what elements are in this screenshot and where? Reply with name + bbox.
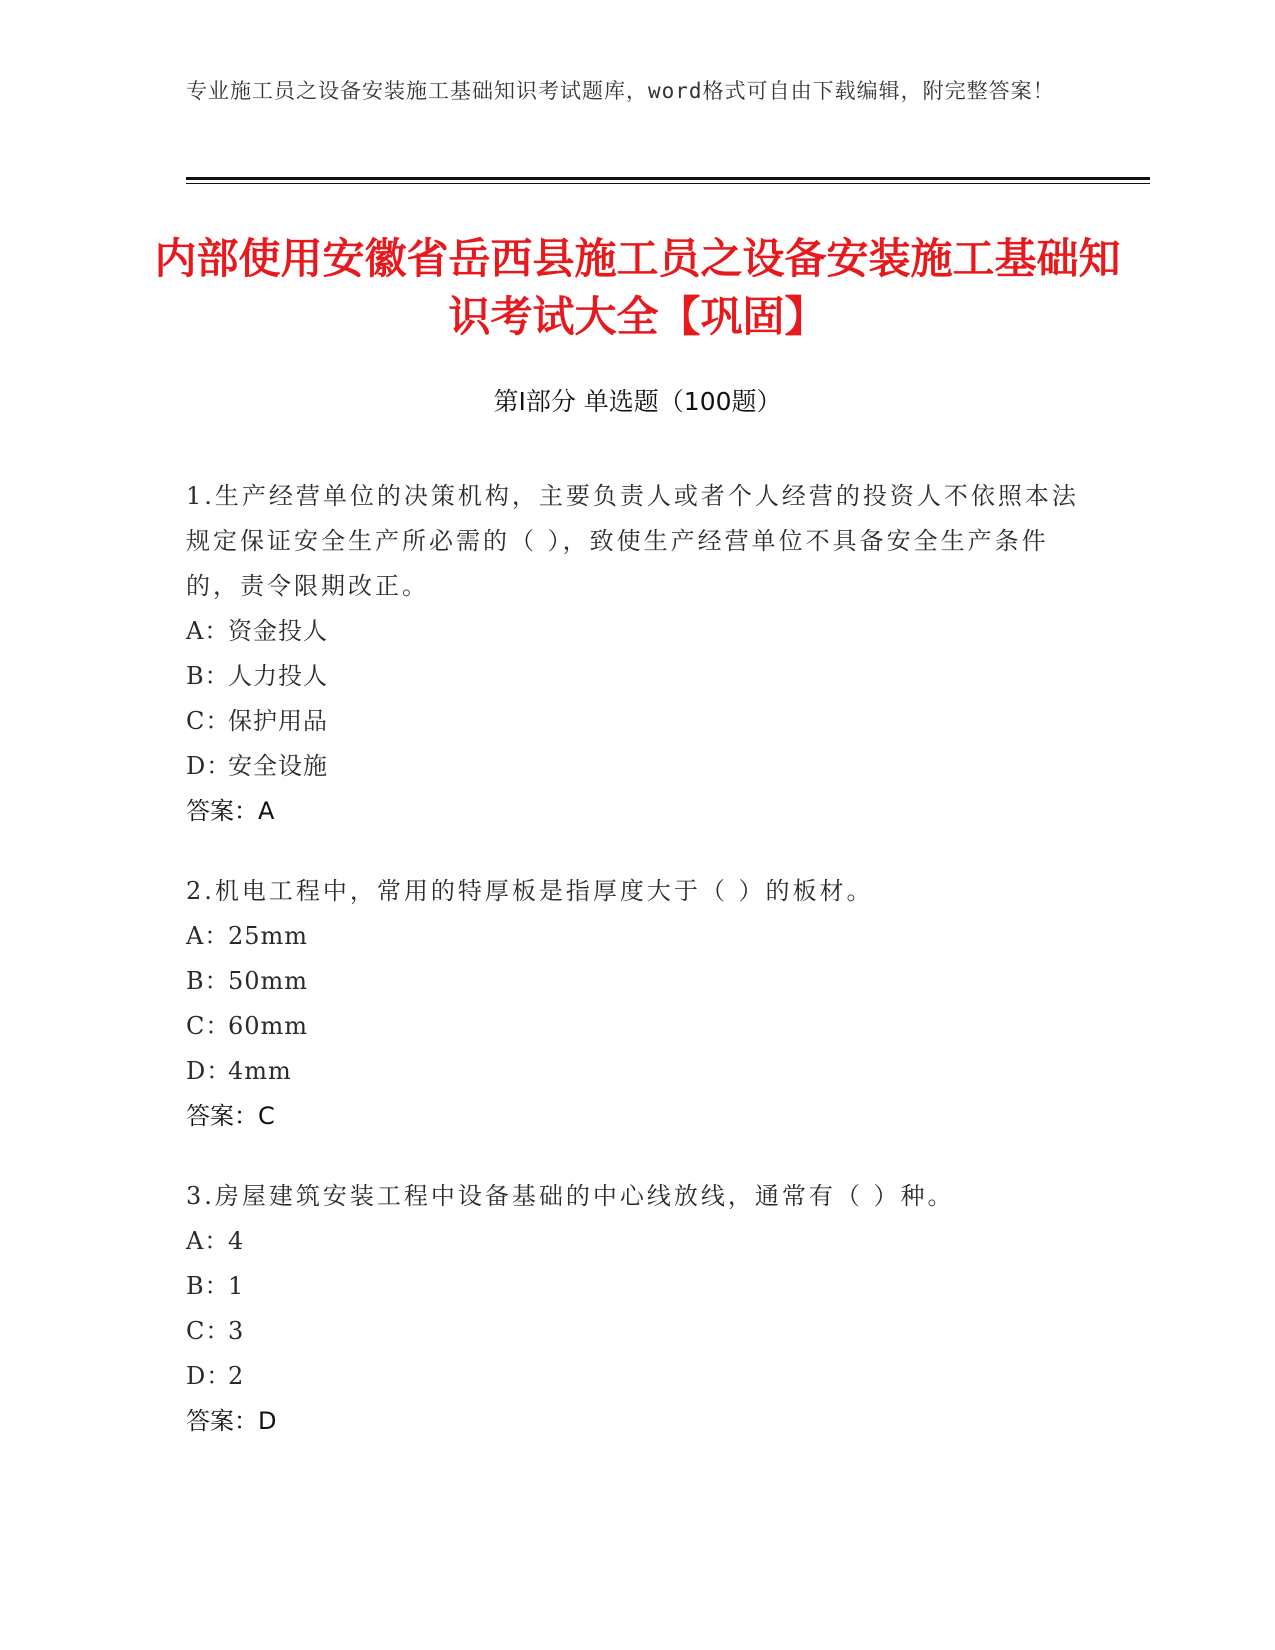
section-heading: 第Ⅰ部分 单选题（100题） bbox=[493, 387, 782, 416]
option-key: D： bbox=[186, 1362, 232, 1390]
option-d bbox=[186, 1049, 1086, 1094]
question-stem: 2.机电工程中，常用的特厚板是指厚度大于（ ）的板材。 bbox=[186, 877, 874, 905]
option-text: 3 bbox=[228, 1317, 245, 1345]
option-text: 60mm bbox=[228, 1012, 309, 1040]
option-a bbox=[186, 609, 1086, 654]
option-key: C： bbox=[186, 1317, 231, 1345]
option-key: C： bbox=[186, 1012, 231, 1040]
option-c bbox=[186, 699, 1086, 744]
option-a bbox=[186, 1219, 1086, 1264]
option-text: 安全设施 bbox=[228, 752, 328, 780]
question-1 bbox=[186, 474, 1086, 834]
option-text: 资金投人 bbox=[228, 617, 328, 645]
option-key: D： bbox=[186, 752, 232, 780]
option-b bbox=[186, 1264, 1086, 1309]
option-b bbox=[186, 959, 1086, 1004]
option-key: D： bbox=[186, 1057, 232, 1085]
option-d bbox=[186, 1354, 1086, 1399]
question-3 bbox=[186, 1174, 1086, 1444]
option-c bbox=[186, 1309, 1086, 1354]
option-key: B： bbox=[186, 967, 230, 995]
answer-line: 答案：D bbox=[186, 1407, 277, 1435]
option-key: A： bbox=[186, 1227, 230, 1255]
option-text: 人力投人 bbox=[228, 662, 328, 690]
option-text: 4mm bbox=[228, 1057, 292, 1085]
question-list bbox=[186, 474, 1086, 1479]
option-key: C： bbox=[186, 707, 231, 735]
option-text: 25mm bbox=[228, 922, 309, 950]
option-key: A： bbox=[186, 617, 230, 645]
answer-line: 答案：A bbox=[186, 797, 275, 825]
option-text: 保护用品 bbox=[228, 707, 328, 735]
option-text: 50mm bbox=[228, 967, 309, 995]
option-d bbox=[186, 744, 1086, 789]
header-divider-thick bbox=[186, 177, 1150, 180]
option-c bbox=[186, 1004, 1086, 1049]
question-stem: 3.房屋建筑安装工程中设备基础的中心线放线，通常有（ ）种。 bbox=[186, 1182, 955, 1210]
answer-line: 答案：C bbox=[186, 1102, 275, 1130]
document-title: 内部使用安徽省岳西县施工员之设备安装施工基础知识考试大全【巩固】 bbox=[154, 234, 1121, 341]
option-key: B： bbox=[186, 662, 230, 690]
header-note: 专业施工员之设备安装施工基础知识考试题库，word格式可自由下载编辑，附完整答案！ bbox=[186, 79, 1055, 103]
option-text: 4 bbox=[228, 1227, 245, 1255]
option-key: B： bbox=[186, 1272, 230, 1300]
question-2 bbox=[186, 869, 1086, 1139]
option-key: A： bbox=[186, 922, 230, 950]
header-divider-thin bbox=[186, 183, 1150, 184]
option-b bbox=[186, 654, 1086, 699]
question-stem: 1.生产经营单位的决策机构，主要负责人或者个人经营的投资人不依照本法规定保证安全生产所必需的（ ），致使生产经营单位不具备安全生产条件的，责令限期改正。 bbox=[186, 482, 1079, 600]
option-text: 1 bbox=[228, 1272, 245, 1300]
option-a bbox=[186, 914, 1086, 959]
option-text: 2 bbox=[228, 1362, 245, 1390]
